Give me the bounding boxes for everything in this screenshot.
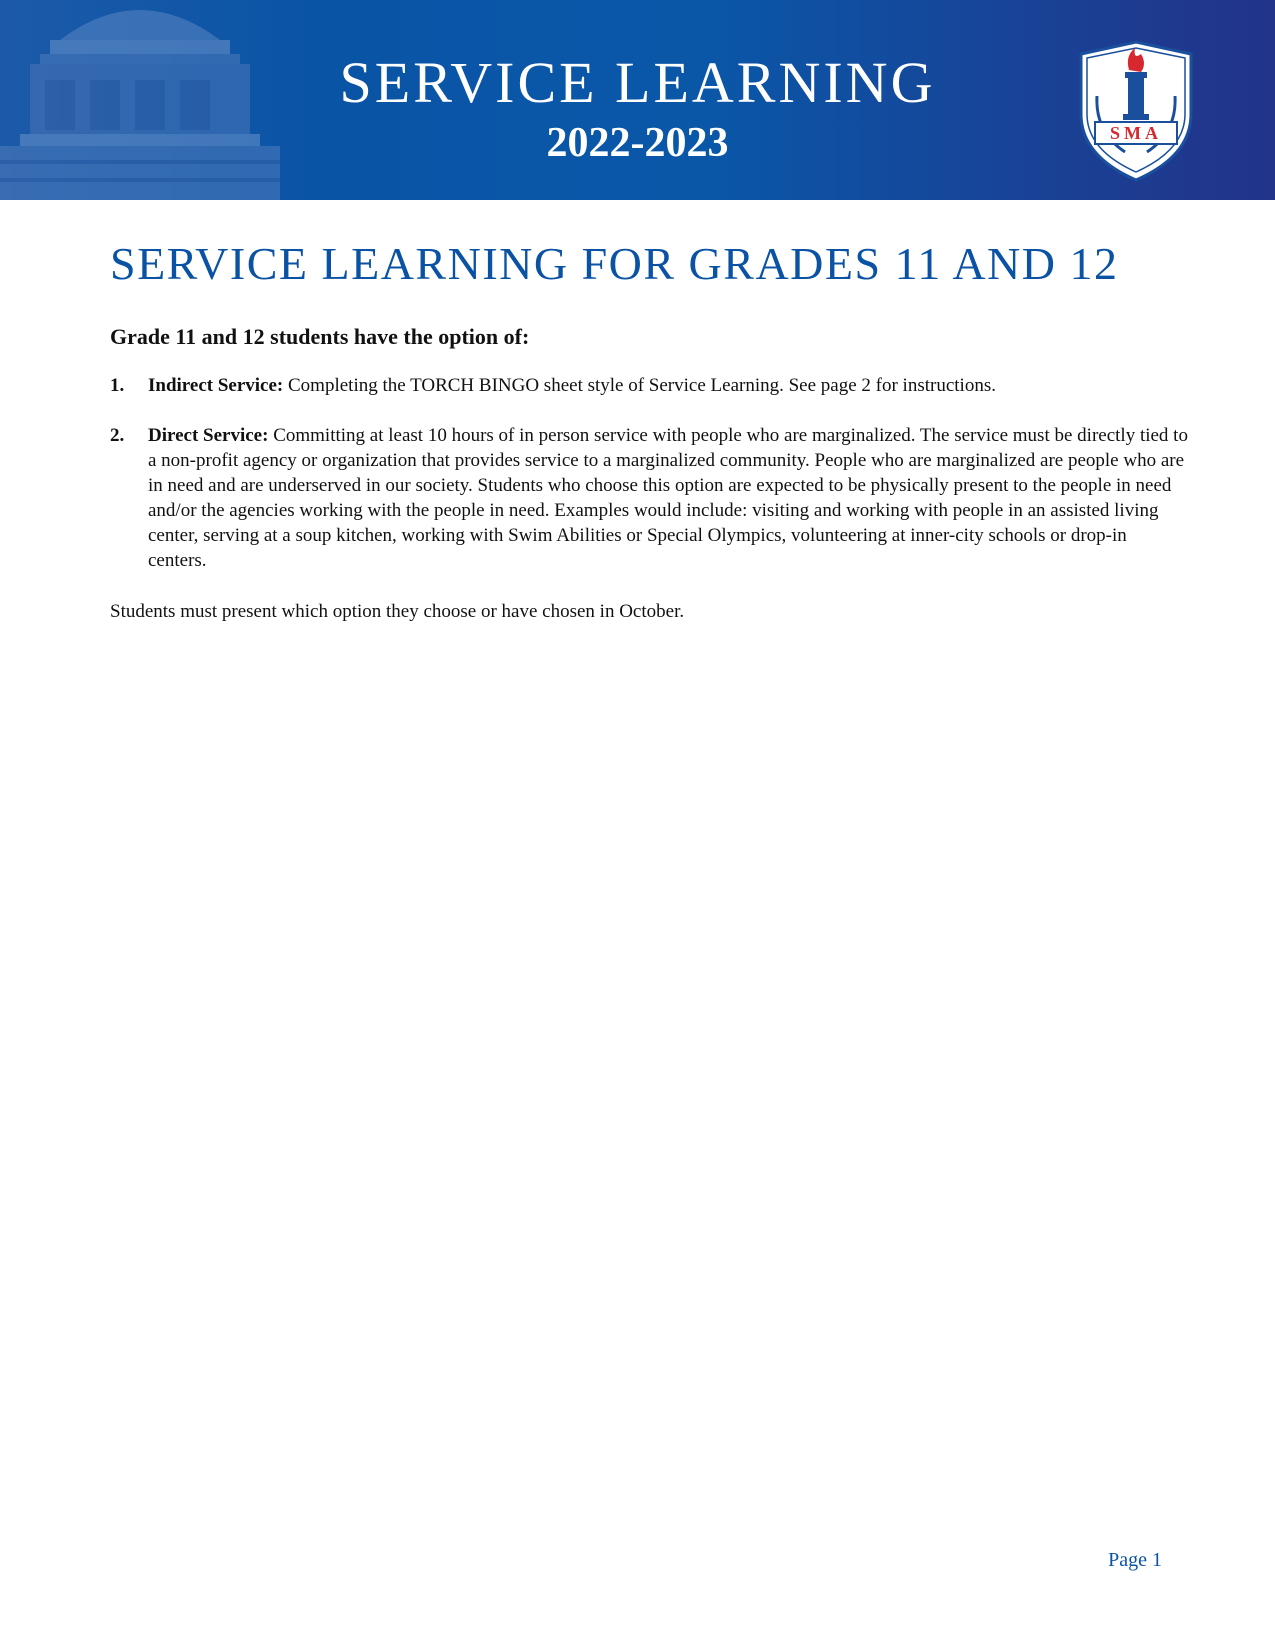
svg-text:SMA: SMA [1110, 123, 1162, 143]
list-lead: Indirect Service: [148, 375, 288, 396]
closing-text: Students must present which option they choose or have chosen in October. [110, 601, 685, 622]
list-number: 1. [110, 375, 125, 396]
banner-year: 2022-2023 [546, 120, 729, 166]
list-text: Completing the TORCH BINGO sheet style of Service Learning. See page 2 for instructions. [288, 375, 996, 396]
list-item-direct-service [110, 423, 1190, 573]
header-banner [0, 0, 1275, 200]
page-number: Page 1 [1108, 1549, 1162, 1571]
intro-text: Grade 11 and 12 students have the option of: [110, 324, 530, 349]
list-text: Committing at least 10 hours of in person service with people who are marginalized. The service must be directly tied to a non-profit agency or organization that provides service to a marginalized community. People who are marginalized are people who are in need and are underserved in our society. Students who choose this option are expected to be physically present to the people in need and/or the agencies working with the people in need. Examples would include: visiting and working with people in an assisted living center, serving at a soup kitchen, working with Swim Abilities or Special Olympics, volunteering at inner-city schools or drop-in centers. [148, 425, 1188, 571]
list-number: 2. [110, 425, 125, 446]
page-heading: SERVICE LEARNING FOR GRADES 11 AND 12 [110, 238, 1119, 289]
list-lead: Direct Service: [148, 425, 274, 446]
options-list [110, 373, 1190, 598]
banner-title: SERVICE LEARNING [339, 50, 936, 115]
school-crest-logo [1075, 40, 1197, 182]
list-item-indirect-service [110, 373, 1190, 398]
